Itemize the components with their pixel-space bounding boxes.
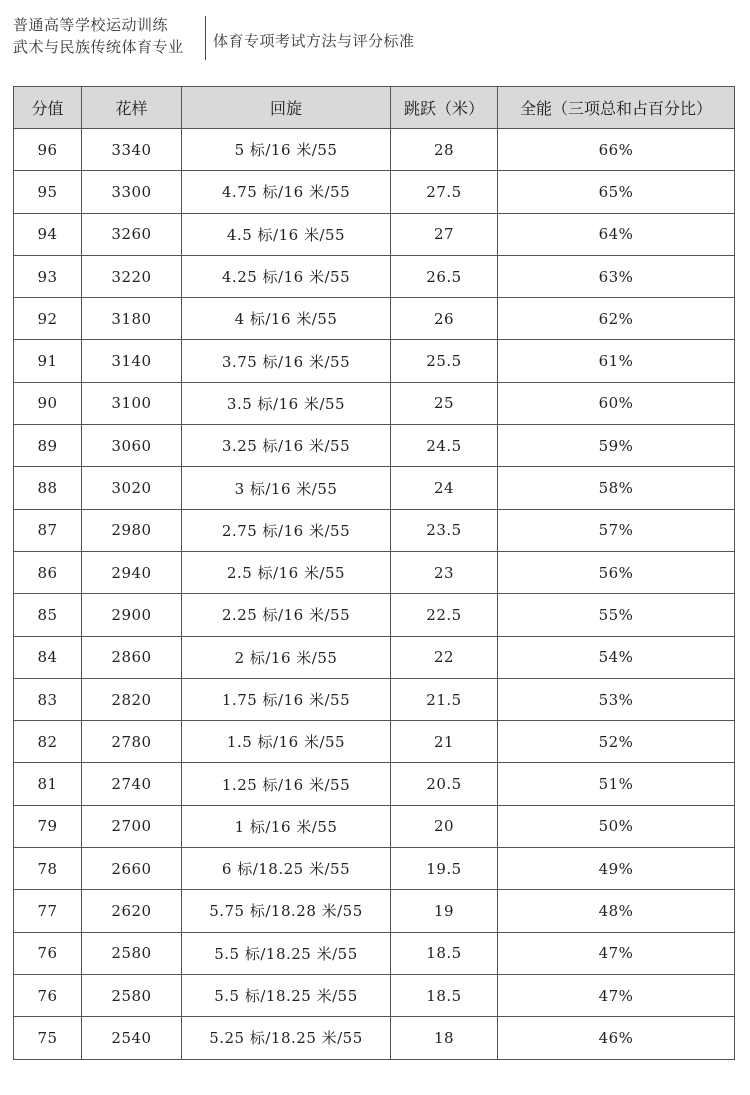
table-row xyxy=(14,340,735,382)
cell-pattern: 3140 xyxy=(82,340,182,382)
header-jump: 跳跃（米） xyxy=(391,87,498,129)
header-divider xyxy=(205,16,206,60)
cell-score: 77 xyxy=(14,890,82,932)
cell-jump: 26.5 xyxy=(391,255,498,297)
cell-all-round: 47% xyxy=(498,932,735,974)
cell-jump: 19 xyxy=(391,890,498,932)
cell-all-round: 52% xyxy=(498,721,735,763)
table-row xyxy=(14,255,735,297)
cell-all-round: 61% xyxy=(498,340,735,382)
cell-all-round: 51% xyxy=(498,763,735,805)
cell-jump: 20.5 xyxy=(391,763,498,805)
header-left-block xyxy=(13,14,203,58)
cell-score: 94 xyxy=(14,213,82,255)
cell-all-round: 65% xyxy=(498,171,735,213)
table-row xyxy=(14,763,735,805)
cell-all-round: 58% xyxy=(498,467,735,509)
cell-spin: 2 标/16 米/55 xyxy=(182,636,391,678)
cell-pattern: 3340 xyxy=(82,129,182,171)
cell-all-round: 47% xyxy=(498,974,735,1016)
cell-spin: 1.75 标/16 米/55 xyxy=(182,678,391,720)
cell-score: 90 xyxy=(14,382,82,424)
cell-score: 75 xyxy=(14,1017,82,1059)
cell-spin: 1.25 标/16 米/55 xyxy=(182,763,391,805)
table-row xyxy=(14,848,735,890)
cell-score: 86 xyxy=(14,551,82,593)
cell-spin: 3.5 标/16 米/55 xyxy=(182,382,391,424)
cell-pattern: 2900 xyxy=(82,594,182,636)
cell-all-round: 56% xyxy=(498,551,735,593)
header-left-line-2: 武术与民族传统体育专业 xyxy=(13,38,184,56)
cell-spin: 4 标/16 米/55 xyxy=(182,298,391,340)
cell-jump: 24.5 xyxy=(391,425,498,467)
cell-score: 87 xyxy=(14,509,82,551)
cell-jump: 25.5 xyxy=(391,340,498,382)
table-row xyxy=(14,129,735,171)
table-row xyxy=(14,678,735,720)
table-row xyxy=(14,171,735,213)
table-row xyxy=(14,594,735,636)
table-row xyxy=(14,298,735,340)
cell-pattern: 2660 xyxy=(82,848,182,890)
cell-score: 79 xyxy=(14,805,82,847)
cell-spin: 5.5 标/18.25 米/55 xyxy=(182,974,391,1016)
cell-pattern: 2580 xyxy=(82,932,182,974)
cell-score: 92 xyxy=(14,298,82,340)
cell-jump: 22 xyxy=(391,636,498,678)
cell-jump: 24 xyxy=(391,467,498,509)
cell-jump: 21.5 xyxy=(391,678,498,720)
cell-jump: 21 xyxy=(391,721,498,763)
cell-all-round: 48% xyxy=(498,890,735,932)
header-spin: 回旋 xyxy=(182,87,391,129)
cell-spin: 2.5 标/16 米/55 xyxy=(182,551,391,593)
header-title: 体育专项考试方法与评分标准 xyxy=(213,32,415,50)
cell-pattern: 2980 xyxy=(82,509,182,551)
cell-jump: 22.5 xyxy=(391,594,498,636)
table-row xyxy=(14,932,735,974)
cell-jump: 28 xyxy=(391,129,498,171)
cell-score: 89 xyxy=(14,425,82,467)
cell-score: 76 xyxy=(14,974,82,1016)
cell-pattern: 3260 xyxy=(82,213,182,255)
cell-spin: 3.75 标/16 米/55 xyxy=(182,340,391,382)
cell-all-round: 50% xyxy=(498,805,735,847)
cell-pattern: 3220 xyxy=(82,255,182,297)
cell-pattern: 2620 xyxy=(82,890,182,932)
cell-all-round: 62% xyxy=(498,298,735,340)
page-header xyxy=(13,14,733,62)
table-row xyxy=(14,805,735,847)
cell-all-round: 54% xyxy=(498,636,735,678)
table-row xyxy=(14,551,735,593)
header-all-round: 全能（三项总和占百分比） xyxy=(498,87,735,129)
cell-pattern: 2780 xyxy=(82,721,182,763)
cell-jump: 23.5 xyxy=(391,509,498,551)
cell-all-round: 46% xyxy=(498,1017,735,1059)
cell-spin: 1.5 标/16 米/55 xyxy=(182,721,391,763)
cell-score: 88 xyxy=(14,467,82,509)
table-row xyxy=(14,382,735,424)
cell-pattern: 3180 xyxy=(82,298,182,340)
cell-spin: 5.5 标/18.25 米/55 xyxy=(182,932,391,974)
cell-spin: 5.25 标/18.25 米/55 xyxy=(182,1017,391,1059)
cell-all-round: 49% xyxy=(498,848,735,890)
cell-all-round: 59% xyxy=(498,425,735,467)
cell-score: 83 xyxy=(14,678,82,720)
cell-pattern: 2820 xyxy=(82,678,182,720)
table-row xyxy=(14,425,735,467)
cell-jump: 18.5 xyxy=(391,932,498,974)
table-header-row xyxy=(14,87,735,129)
cell-all-round: 66% xyxy=(498,129,735,171)
header-pattern: 花样 xyxy=(82,87,182,129)
cell-spin: 5.75 标/18.28 米/55 xyxy=(182,890,391,932)
table-body xyxy=(14,129,735,1060)
cell-jump: 23 xyxy=(391,551,498,593)
cell-spin: 6 标/18.25 米/55 xyxy=(182,848,391,890)
cell-pattern: 3060 xyxy=(82,425,182,467)
cell-jump: 20 xyxy=(391,805,498,847)
table-row xyxy=(14,974,735,1016)
cell-score: 82 xyxy=(14,721,82,763)
cell-all-round: 60% xyxy=(498,382,735,424)
cell-score: 95 xyxy=(14,171,82,213)
cell-all-round: 64% xyxy=(498,213,735,255)
cell-spin: 3.25 标/16 米/55 xyxy=(182,425,391,467)
cell-spin: 1 标/16 米/55 xyxy=(182,805,391,847)
cell-score: 78 xyxy=(14,848,82,890)
cell-score: 93 xyxy=(14,255,82,297)
cell-pattern: 3300 xyxy=(82,171,182,213)
table-row xyxy=(14,1017,735,1059)
cell-spin: 3 标/16 米/55 xyxy=(182,467,391,509)
cell-jump: 18.5 xyxy=(391,974,498,1016)
cell-jump: 26 xyxy=(391,298,498,340)
header-left-line-1: 普通高等学校运动训练 xyxy=(13,16,169,34)
cell-all-round: 63% xyxy=(498,255,735,297)
cell-jump: 25 xyxy=(391,382,498,424)
table-row xyxy=(14,467,735,509)
cell-pattern: 2700 xyxy=(82,805,182,847)
cell-pattern: 2740 xyxy=(82,763,182,805)
cell-pattern: 2580 xyxy=(82,974,182,1016)
cell-pattern: 3020 xyxy=(82,467,182,509)
cell-jump: 18 xyxy=(391,1017,498,1059)
table-row xyxy=(14,636,735,678)
cell-spin: 2.25 标/16 米/55 xyxy=(182,594,391,636)
cell-score: 84 xyxy=(14,636,82,678)
table-row xyxy=(14,213,735,255)
cell-score: 81 xyxy=(14,763,82,805)
cell-jump: 27.5 xyxy=(391,171,498,213)
cell-all-round: 57% xyxy=(498,509,735,551)
table-row xyxy=(14,509,735,551)
cell-spin: 4.25 标/16 米/55 xyxy=(182,255,391,297)
cell-spin: 4.5 标/16 米/55 xyxy=(182,213,391,255)
cell-jump: 27 xyxy=(391,213,498,255)
cell-score: 76 xyxy=(14,932,82,974)
cell-score: 85 xyxy=(14,594,82,636)
cell-score: 96 xyxy=(14,129,82,171)
cell-pattern: 2860 xyxy=(82,636,182,678)
cell-spin: 5 标/16 米/55 xyxy=(182,129,391,171)
cell-all-round: 53% xyxy=(498,678,735,720)
table-row xyxy=(14,721,735,763)
cell-spin: 2.75 标/16 米/55 xyxy=(182,509,391,551)
cell-jump: 19.5 xyxy=(391,848,498,890)
cell-all-round: 55% xyxy=(498,594,735,636)
cell-score: 91 xyxy=(14,340,82,382)
cell-spin: 4.75 标/16 米/55 xyxy=(182,171,391,213)
score-table xyxy=(13,86,735,1060)
table-row xyxy=(14,890,735,932)
header-score: 分值 xyxy=(14,87,82,129)
cell-pattern: 2940 xyxy=(82,551,182,593)
cell-pattern: 2540 xyxy=(82,1017,182,1059)
cell-pattern: 3100 xyxy=(82,382,182,424)
